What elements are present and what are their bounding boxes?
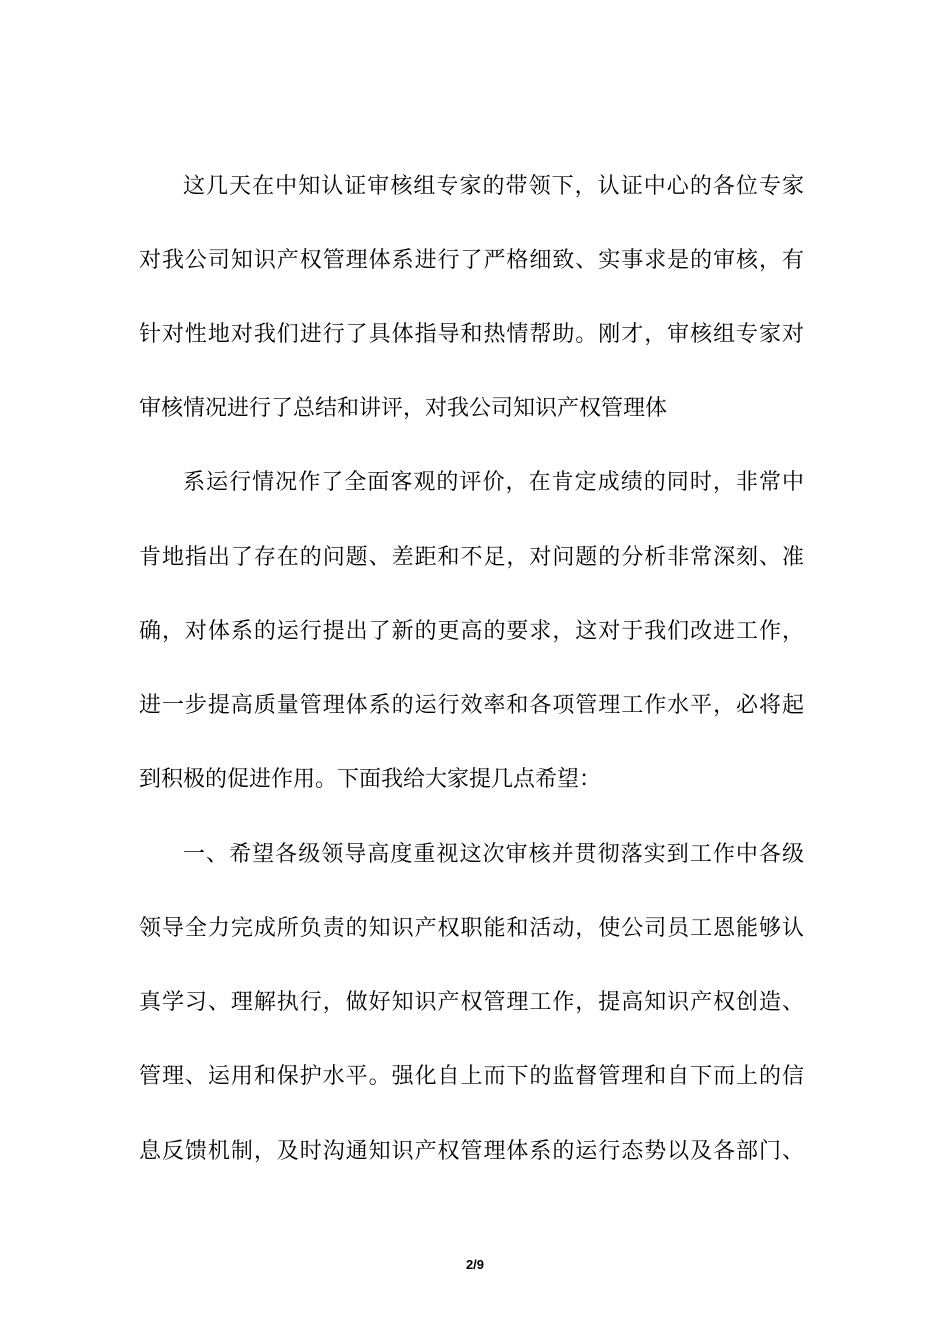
paragraph-2-line-5: 到积极的促进作用。下面我给大家提几点希望：: [139, 767, 602, 792]
paragraph-3-line-2: 领导全力完成所负责的知识产权职能和活动，使公司员工恩能够认: [139, 916, 804, 941]
page-number: 2/9: [465, 1257, 485, 1272]
paragraph-3-line-5: 息反馈机制，及时沟通知识产权管理体系的运行态势以及各部门、: [139, 1139, 804, 1164]
paragraph-1-line-3: 针对性地对我们进行了具体指导和热情帮助。刚才，审核组专家对: [139, 322, 804, 347]
paragraph-3-line-1: 一、希望各级领导高度重视这次审核并贯彻落实到工作中各级: [183, 842, 804, 867]
paragraph-2-line-3: 确，对体系的运行提出了新的更高的要求，这对于我们改进工作，: [139, 619, 804, 644]
paragraph-3-line-3: 真学习、理解执行，做好知识产权管理工作，提高知识产权创造、: [139, 990, 804, 1015]
paragraph-1-line-4: 审核情况进行了总结和讲评，对我公司知识产权管理体: [139, 396, 668, 421]
paragraph-3-line-4: 管理、运用和保护水平。强化自上而下的监督管理和自下而上的信: [139, 1064, 804, 1089]
paragraph-1-line-2: 对我公司知识产权管理体系进行了严格细致、实事求是的审核，有: [139, 248, 804, 273]
paragraph-2-line-4: 进一步提高质量管理体系的运行效率和各项管理工作水平，必将起: [139, 693, 804, 718]
paragraph-2-line-1: 系运行情况作了全面客观的评价，在肯定成绩的同时，非常中: [183, 470, 804, 495]
paragraph-2-line-2: 肯地指出了存在的问题、差距和不足，对问题的分析非常深刻、准: [139, 545, 804, 570]
paragraph-1-line-1: 这几天在中知认证审核组专家的带领下，认证中心的各位专家: [183, 174, 804, 199]
